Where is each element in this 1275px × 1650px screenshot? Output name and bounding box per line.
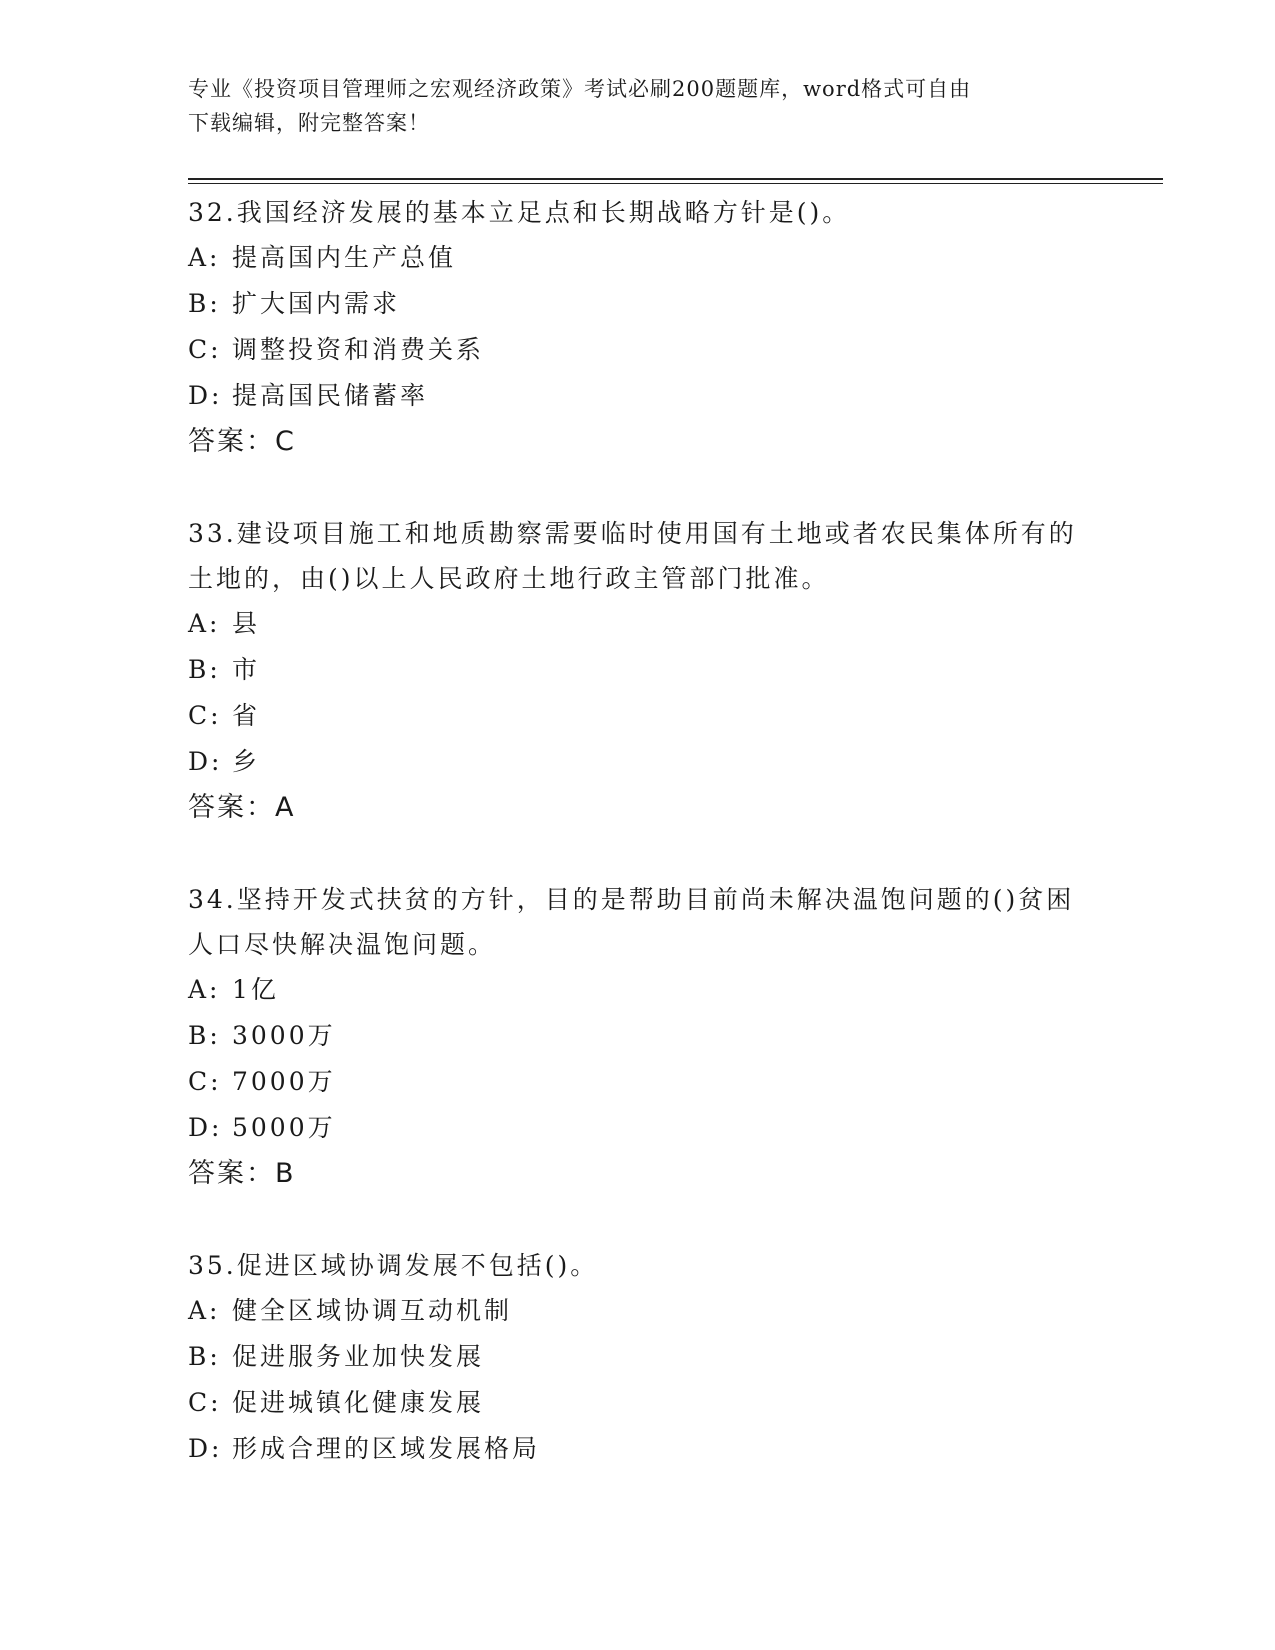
option-letter: A:	[188, 975, 221, 1004]
option-text: 提高国民储蓄率	[232, 381, 429, 410]
option-a	[188, 1288, 1088, 1334]
question-33	[188, 511, 1088, 831]
option-b	[188, 281, 1088, 327]
header-divider-thick	[188, 178, 1163, 180]
option-text: 市	[232, 655, 261, 684]
question-34	[188, 877, 1088, 1197]
question-list	[188, 190, 1088, 1518]
option-text: 1亿	[232, 975, 279, 1004]
answer-line: 答案：A	[188, 792, 296, 823]
header-line-2: 下载编辑，附完整答案！	[188, 111, 430, 135]
option-letter: B:	[188, 1021, 221, 1050]
option-text: 扩大国内需求	[232, 289, 401, 318]
option-a	[188, 235, 1088, 281]
answer-line: 答案：B	[188, 1158, 296, 1189]
option-letter: C:	[188, 701, 222, 730]
option-c	[188, 1059, 1088, 1105]
option-letter: A:	[188, 1296, 221, 1325]
option-letter: A:	[188, 609, 221, 638]
option-text: 提高国内生产总值	[232, 243, 457, 272]
option-text: 县	[232, 609, 261, 638]
option-letter: B:	[188, 289, 221, 318]
document-header	[188, 72, 1088, 140]
option-d	[188, 1105, 1088, 1151]
option-letter: B:	[188, 655, 221, 684]
option-c	[188, 693, 1088, 739]
option-text: 5000万	[232, 1113, 336, 1142]
option-c	[188, 1380, 1088, 1426]
option-letter: C:	[188, 335, 222, 364]
option-a	[188, 601, 1088, 647]
option-text: 7000万	[232, 1067, 336, 1096]
answer-line: 答案：C	[188, 426, 296, 457]
option-letter: C:	[188, 1067, 222, 1096]
question-stem: 34.坚持开发式扶贫的方针，目的是帮助目前尚未解决温饱问题的()贫困人口尽快解决温饱问题。	[188, 885, 1075, 959]
option-text: 形成合理的区域发展格局	[232, 1434, 541, 1463]
option-text: 乡	[232, 747, 261, 776]
option-text: 促进服务业加快发展	[232, 1342, 485, 1371]
option-b	[188, 647, 1088, 693]
option-d	[188, 1426, 1088, 1472]
option-letter: B:	[188, 1342, 221, 1371]
option-text: 省	[232, 701, 261, 730]
question-32	[188, 190, 1088, 465]
option-b	[188, 1334, 1088, 1380]
option-text: 促进城镇化健康发展	[232, 1388, 485, 1417]
option-letter: C:	[188, 1388, 222, 1417]
question-stem: 35.促进区域协调发展不包括()。	[188, 1251, 599, 1280]
question-stem: 33.建设项目施工和地质勘察需要临时使用国有土地或者农民集体所有的土地的，由()以上人民政府土地行政主管部门批准。	[188, 519, 1077, 593]
option-text: 调整投资和消费关系	[232, 335, 485, 364]
option-d	[188, 739, 1088, 785]
option-letter: D:	[188, 747, 223, 776]
header-line-1: 专业《投资项目管理师之宏观经济政策》考试必刷200题题库，word格式可自由	[188, 77, 972, 101]
option-text: 3000万	[232, 1021, 336, 1050]
option-text: 健全区域协调互动机制	[232, 1296, 513, 1325]
option-c	[188, 327, 1088, 373]
option-b	[188, 1013, 1088, 1059]
option-d	[188, 373, 1088, 419]
option-letter: A:	[188, 243, 221, 272]
option-letter: D:	[188, 1434, 223, 1463]
question-stem: 32.我国经济发展的基本立足点和长期战略方针是()。	[188, 198, 851, 227]
option-a	[188, 967, 1088, 1013]
question-35	[188, 1243, 1088, 1472]
option-letter: D:	[188, 1113, 223, 1142]
header-divider-thin	[188, 183, 1163, 184]
option-letter: D:	[188, 381, 223, 410]
